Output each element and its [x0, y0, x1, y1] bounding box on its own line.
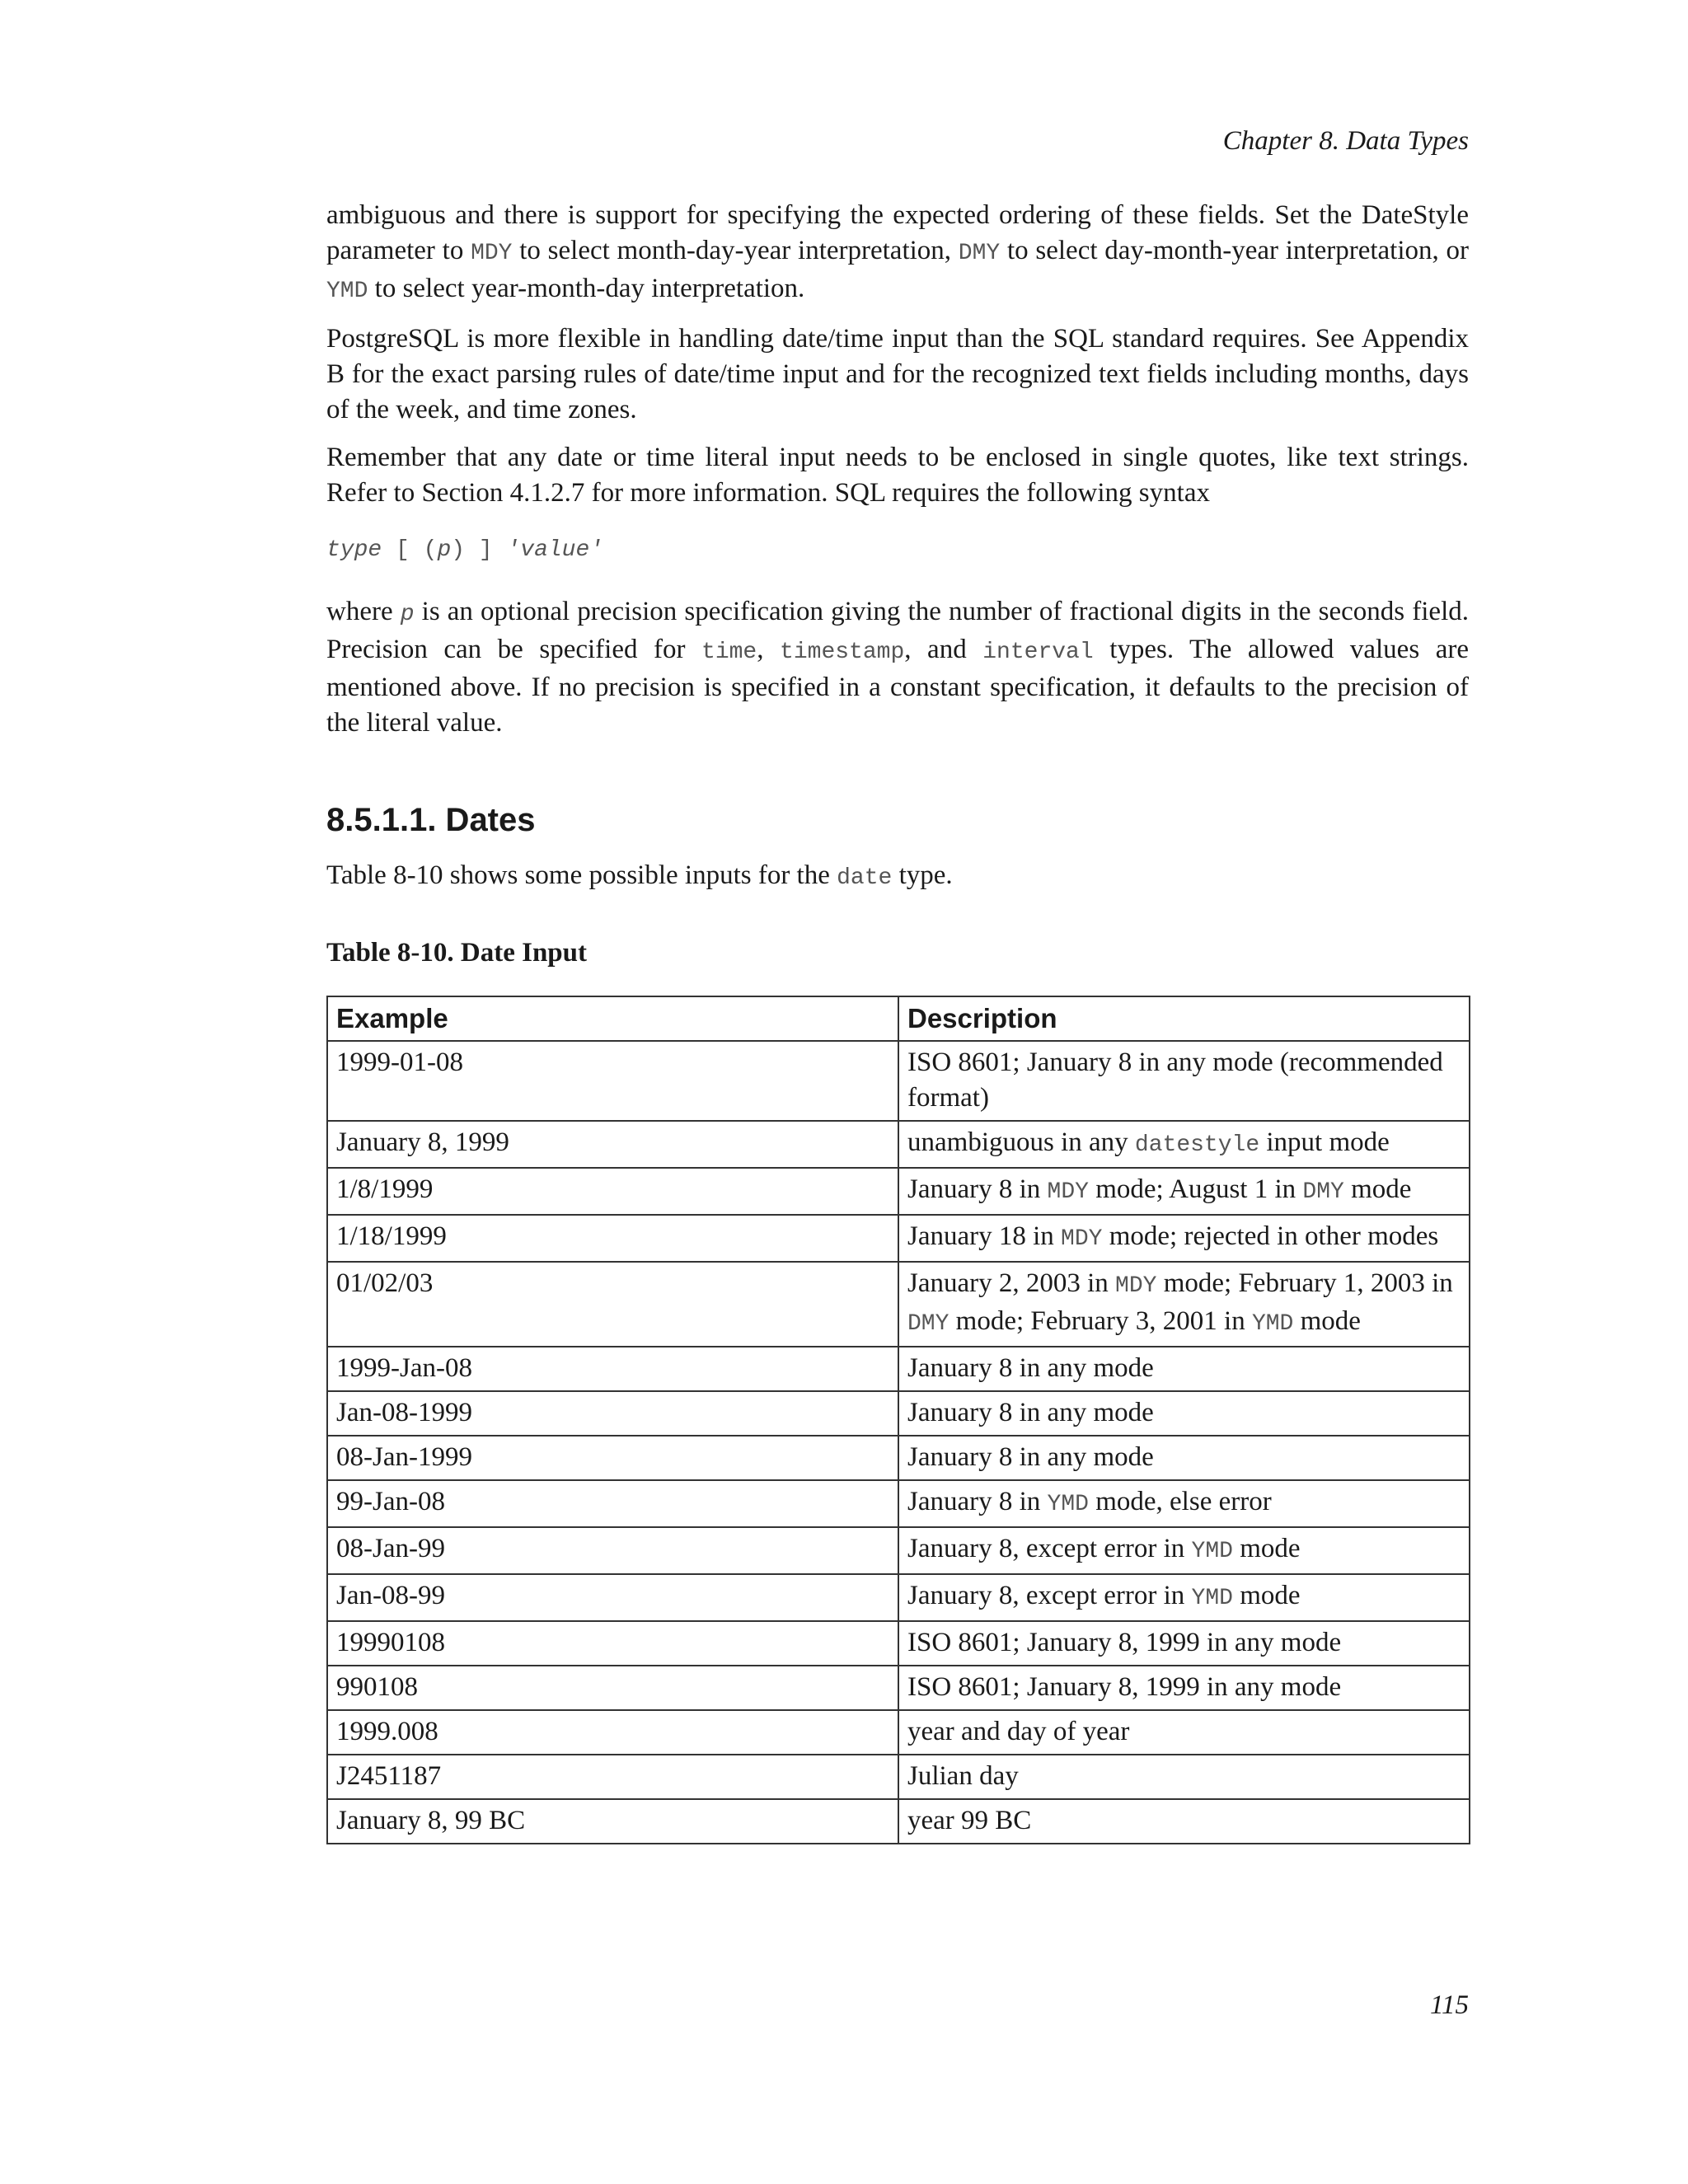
- description-text: input mode: [1259, 1127, 1390, 1157]
- table-row: [327, 1262, 1470, 1347]
- example-cell: 99-Jan-08: [327, 1480, 898, 1527]
- description-cell: [898, 1215, 1470, 1262]
- description-text: mode: [1232, 1581, 1301, 1610]
- table-row: [327, 1799, 1470, 1844]
- example-cell: 1999-Jan-08: [327, 1347, 898, 1391]
- example-cell: Jan-08-99: [327, 1574, 898, 1621]
- inline-code: MDY: [1047, 1179, 1089, 1205]
- table-row: [327, 1215, 1470, 1262]
- description-cell: [898, 1121, 1470, 1168]
- description-text: ISO 8601; January 8, 1999 in any mode: [907, 1672, 1342, 1702]
- example-cell: 08-Jan-1999: [327, 1436, 898, 1480]
- description-text: January 8 in any mode: [907, 1398, 1154, 1427]
- syntax-synopsis: type [ (p) ] 'value': [326, 537, 604, 563]
- description-cell: [898, 1799, 1470, 1844]
- description-cell: [898, 1391, 1470, 1436]
- paragraph-flexibility: PostgreSQL is more flexible in handling date/time input than the SQL standard requires. See Appendix B for the exact parsing rules of date/time input and for the recognized text fields including months, days of the week, and time zones.: [326, 324, 1469, 424]
- table-row: [327, 1436, 1470, 1480]
- example-cell: 1/8/1999: [327, 1168, 898, 1215]
- description-text: January 8, except error in: [907, 1534, 1192, 1563]
- example-cell: 1999-01-08: [327, 1041, 898, 1121]
- example-cell: J2451187: [327, 1755, 898, 1799]
- description-cell: [898, 1347, 1470, 1391]
- description-text: mode: [1343, 1174, 1412, 1204]
- description-text: January 18 in: [907, 1221, 1062, 1251]
- running-header: Chapter 8. Data Types: [1222, 126, 1469, 156]
- description-text: January 8 in any mode: [907, 1442, 1154, 1472]
- description-text: mode; February 1, 2003 in: [1156, 1268, 1453, 1298]
- description-text: year 99 BC: [907, 1806, 1032, 1835]
- table-row: [327, 1710, 1470, 1755]
- example-cell: 08-Jan-99: [327, 1527, 898, 1574]
- section-intro: Table 8-10 shows some possible inputs for the date type.: [326, 860, 953, 891]
- inline-code: DMY: [907, 1311, 950, 1337]
- inline-code: YMD: [1047, 1492, 1089, 1517]
- section-heading: 8.5.1.1. Dates: [326, 802, 536, 838]
- inline-code: datestyle: [1134, 1132, 1260, 1158]
- description-cell: [898, 1480, 1470, 1527]
- example-cell: Jan-08-1999: [327, 1391, 898, 1436]
- inline-code: YMD: [1191, 1586, 1233, 1611]
- description-cell: [898, 1527, 1470, 1574]
- description-cell: [898, 1666, 1470, 1710]
- table-row: [327, 1391, 1470, 1436]
- table-row: [327, 1041, 1470, 1121]
- inline-code: MDY: [1115, 1273, 1157, 1299]
- table-row: [327, 1574, 1470, 1621]
- description-text: January 8 in: [907, 1174, 1048, 1204]
- description-text: January 8, except error in: [907, 1581, 1192, 1610]
- description-text: mode; rejected in other modes: [1102, 1221, 1439, 1251]
- table-row: [327, 1480, 1470, 1527]
- example-cell: January 8, 99 BC: [327, 1799, 898, 1844]
- example-cell: 19990108: [327, 1621, 898, 1666]
- example-cell: 01/02/03: [327, 1262, 898, 1347]
- description-text: mode: [1293, 1306, 1361, 1336]
- inline-code: YMD: [1251, 1311, 1294, 1337]
- table-row: [327, 1168, 1470, 1215]
- inline-code: DMY: [1302, 1179, 1344, 1205]
- column-header-description: Description: [898, 996, 1470, 1041]
- code-ymd: YMD: [326, 279, 368, 304]
- example-cell: January 8, 1999: [327, 1121, 898, 1168]
- date-input-table: [326, 996, 1470, 1844]
- description-text: ISO 8601; January 8, 1999 in any mode: [907, 1628, 1342, 1657]
- page-body: [326, 198, 1469, 1844]
- description-text: mode, else error: [1088, 1487, 1272, 1516]
- paragraph-quotes: Remember that any date or time literal input needs to be enclosed in single quotes, like text strings. Refer to Section 4.1.2.7 for more information. SQL requires the following syntax: [326, 443, 1469, 508]
- table-title: Table 8-10. Date Input: [326, 938, 587, 968]
- description-cell: [898, 1621, 1470, 1666]
- inline-code: MDY: [1061, 1226, 1103, 1252]
- column-header-example: Example: [327, 996, 898, 1041]
- page-number: 115: [1429, 1990, 1469, 2020]
- example-cell: 1/18/1999: [327, 1215, 898, 1262]
- table-row: [327, 1347, 1470, 1391]
- description-cell: [898, 1710, 1470, 1755]
- description-text: unambiguous in any: [907, 1127, 1135, 1157]
- table-row: [327, 1527, 1470, 1574]
- description-text: mode: [1232, 1534, 1301, 1563]
- table-row: [327, 1121, 1470, 1168]
- description-text: mode; February 3, 2001 in: [949, 1306, 1252, 1336]
- table-header-row: [327, 996, 1470, 1041]
- description-cell: [898, 1041, 1470, 1121]
- paragraph-precision: where p is an optional precision specification giving the number of fractional digits in the seconds field. Precision can be specified for time, timestamp, and interval types. The allowed values are mentioned above. If no precision is specified in a constant specification, it defaults to the precision of the literal value.: [326, 597, 1469, 738]
- code-dmy: DMY: [958, 241, 1001, 266]
- paragraph-datestyle: ambiguous and there is support for specifying the expected ordering of these fields. Set the DateStyle parameter to MDY to select month-day-year interpretation, DMY to select day-month-year interpretation, or YMD to select year-month-day interpretation.: [326, 200, 1469, 304]
- example-cell: 990108: [327, 1666, 898, 1710]
- table-row: [327, 1666, 1470, 1710]
- description-text: January 8 in: [907, 1487, 1048, 1516]
- code-mdy: MDY: [471, 241, 513, 266]
- description-text: Julian day: [907, 1761, 1019, 1791]
- table-row: [327, 1621, 1470, 1666]
- description-text: January 2, 2003 in: [907, 1268, 1116, 1298]
- table-body: [327, 1041, 1470, 1844]
- description-cell: [898, 1574, 1470, 1621]
- description-cell: [898, 1168, 1470, 1215]
- description-text: year and day of year: [907, 1717, 1130, 1746]
- description-text: ISO 8601; January 8 in any mode (recommended format): [907, 1047, 1443, 1113]
- example-cell: 1999.008: [327, 1710, 898, 1755]
- inline-code: YMD: [1191, 1539, 1233, 1564]
- description-cell: [898, 1262, 1470, 1347]
- table-row: [327, 1755, 1470, 1799]
- description-text: mode; August 1 in: [1088, 1174, 1303, 1204]
- description-cell: [898, 1436, 1470, 1480]
- description-text: January 8 in any mode: [907, 1353, 1154, 1383]
- description-cell: [898, 1755, 1470, 1799]
